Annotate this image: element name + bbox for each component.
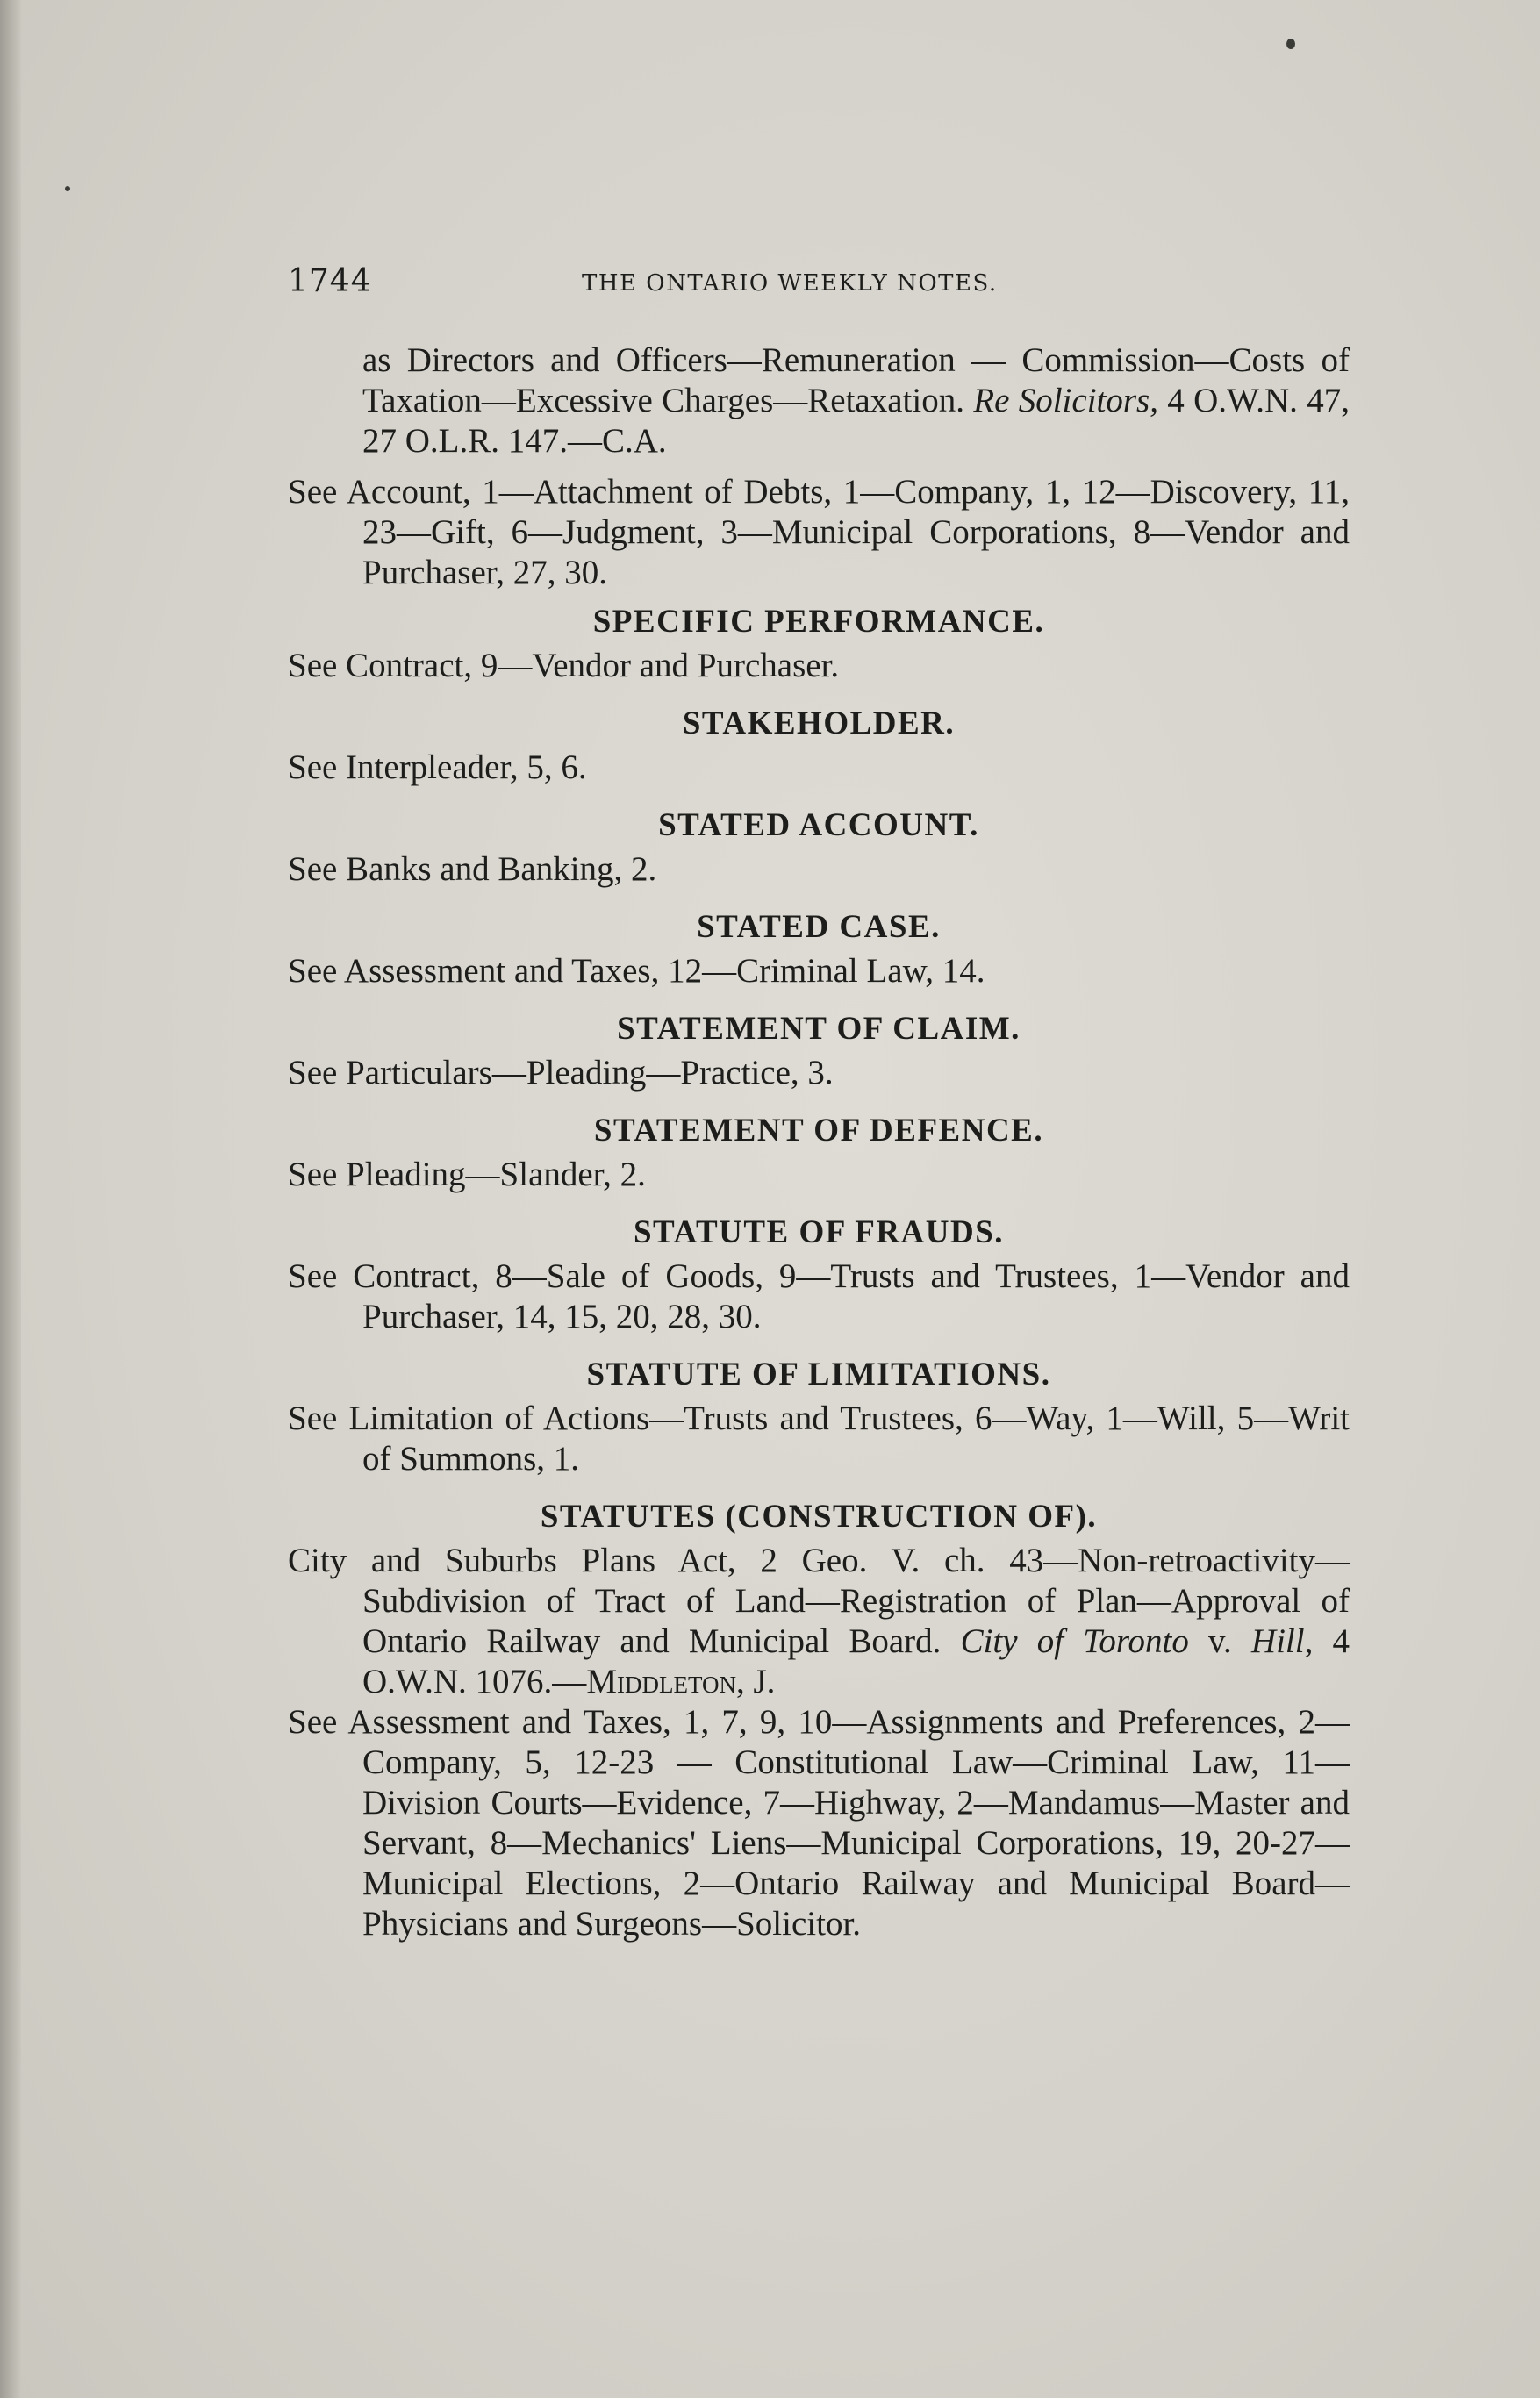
running-head: THE ONTARIO WEEKLY NOTES. (582, 270, 998, 297)
page-header (288, 263, 1350, 307)
index-entry: City and Suburbs Plans Act, 2 Geo. V. ch. 43—Non-retroactivity—Subdivision of Tract of Land—Registration of Plan—Approval of Ontario Railway and Municipal Board. City of Toronto v. Hill, 4 O.W.N. 1076.—Middleton, J. (288, 1542, 1350, 1700)
cross-reference: See Particulars—Pleading—Practice, 3. (288, 1054, 834, 1092)
cross-reference: See Limitation of Actions—Trusts and Trustees, 6—Way, 1—Will, 5—Writ of Summons, 1. (288, 1399, 1350, 1478)
section-heading: STATUTE OF LIMITATIONS. (586, 1356, 1051, 1392)
cross-reference: See Assessment and Taxes, 12—Criminal Law, 14. (288, 952, 985, 990)
paper-speck (65, 186, 70, 191)
section-heading: SPECIFIC PERFORMANCE. (592, 604, 1045, 640)
cross-reference: See Banks and Banking, 2. (288, 850, 657, 888)
citation: 4 O.W.N. 1076.— (362, 1622, 1350, 1700)
section-heading: STATED CASE. (697, 909, 941, 945)
cross-reference: See Assessment and Taxes, 1, 7, 9, 10—Assignments and Preferences, 2—Company, 5, 12-23 — Constitutional Law—Criminal Law, 11—Division Courts—Evidence, 7—Highway, 2—Mandamus—Master and Servant, 8—Mechanics' Liens—Municipal Corporations, 19, 20-27—Municipal Elections, 2—Ontario Railway and Municipal Board—Physicians and Surgeons—Solicitor. (288, 1703, 1350, 1943)
section-heading: STATEMENT OF CLAIM. (617, 1011, 1021, 1047)
case-name: Re Solicitors, (973, 382, 1158, 419)
section-heading: STATUTE OF FRAUDS. (633, 1214, 1005, 1250)
case-name: Hill, (1250, 1622, 1314, 1660)
cross-reference: See Contract, 9—Vendor and Purchaser. (288, 647, 840, 684)
cross-reference: See Pleading—Slander, 2. (288, 1156, 646, 1193)
section-heading: STAKEHOLDER. (682, 705, 956, 741)
section-heading: STATEMENT OF DEFENCE. (593, 1113, 1044, 1149)
judge-name: Middleton (586, 1663, 736, 1700)
section-heading: STATED ACCOUNT. (658, 807, 979, 843)
case-name: City of Toronto (960, 1622, 1189, 1660)
citation: 4 O.W.N. 47, 27 O.L.R. 147.—C.A. (362, 382, 1350, 460)
paper-speck (1286, 39, 1295, 49)
index-content (288, 340, 1350, 1944)
section-heading: STATUTES (CONSTRUCTION OF). (540, 1499, 1098, 1535)
cross-reference: See Account, 1—Attachment of Debts, 1—Company, 1, 12—Discovery, 11, 23—Gift, 6—Judgment, 3—Municipal Corporations, 8—Vendor and Purchaser, 27, 30. (288, 473, 1350, 591)
page-number: 1744 (288, 263, 372, 299)
cross-reference: See Contract, 8—Sale of Goods, 9—Trusts and Trustees, 1—Vendor and Purchaser, 14, 15, 20, 28, 30. (288, 1257, 1350, 1335)
cross-reference: See Interpleader, 5, 6. (288, 748, 587, 786)
continued-entry: as Directors and Officers—Remuneration — Commission—Costs of Taxation—Excessive Charges—Retaxation. Re Solicitors, 4 O.W.N. 47, 27 O.L.R. 147.—C.A. (362, 341, 1350, 460)
page-binding-edge (0, 0, 21, 2398)
